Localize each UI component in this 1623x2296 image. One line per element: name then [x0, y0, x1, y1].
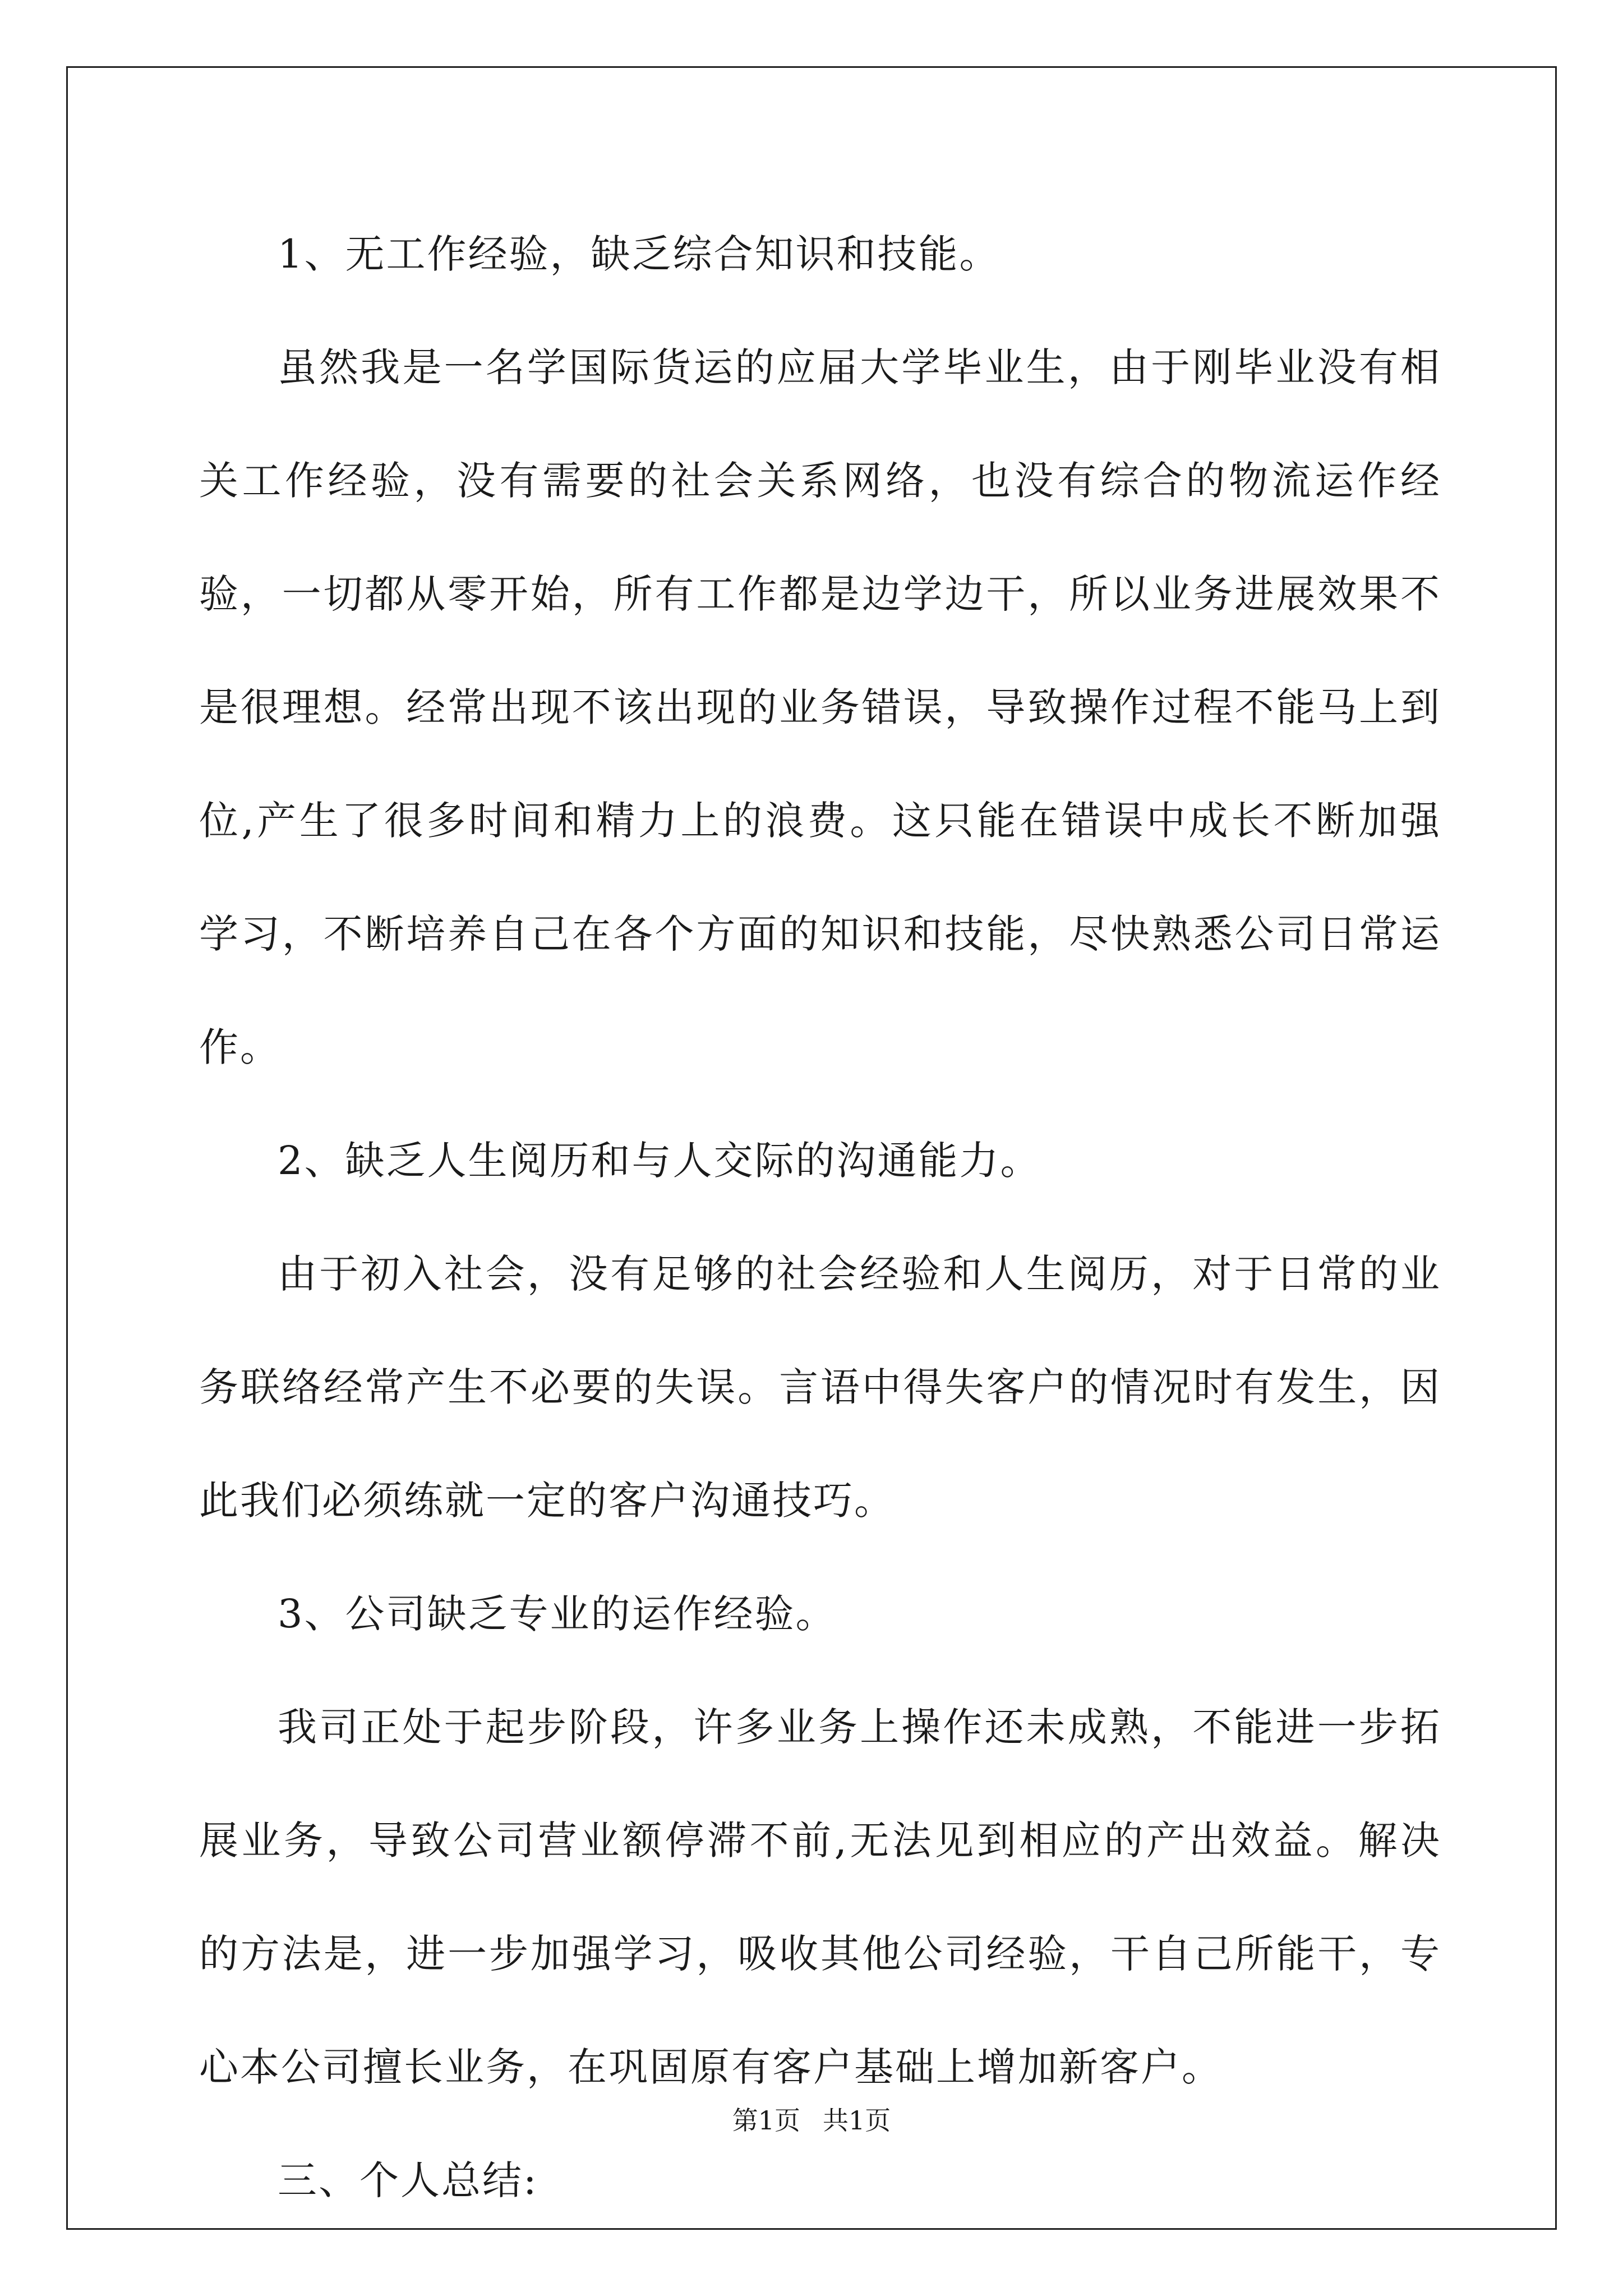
- section-heading-2: 2、缺乏人生阅历和与人交际的沟通能力。: [278, 1138, 1041, 1184]
- body-paragraph-2: 由于初入社会，没有足够的社会经验和人生阅历，对于日常的业务联络经常产生不必要的失误。言语中得失客户的情况时有发生，因此我们必须练就一定的客户沟通技巧。: [199, 1251, 1441, 1524]
- page-number-current: 第1页: [732, 2105, 800, 2136]
- page-footer: [0, 2104, 1623, 2137]
- section-heading-3: 3、公司缺乏专业的运作经验。: [278, 1591, 837, 1637]
- section-heading-1: 1、无工作经验，缺乏综合知识和技能。: [278, 231, 1000, 277]
- section-heading-summary: 三、个人总结:: [278, 2157, 538, 2203]
- body-paragraph-1: 虽然我是一名学国际货运的应届大学毕业生，由于刚毕业没有相关工作经验，没有需要的社会关系网络，也没有综合的物流运作经验，一切都从零开始，所有工作都是边学边干，所以业务进展效果不是很理想。经常出现不该出现的业务错误，导致操作过程不能马上到位,产生了很多时间和精力上的浪费。这只能在错误中成长不断加强学习，不断培养自己在各个方面的知识和技能，尽快熟悉公司日常运作。: [199, 344, 1441, 1070]
- page-number-total: 共1页: [823, 2105, 891, 2136]
- body-paragraph-3: 我司正处于起步阶段，许多业务上操作还未成熟，不能进一步拓展业务，导致公司营业额停滞不前,无法见到相应的产出效益。解决的方法是，进一步加强学习，吸收其他公司经验，干自己所能干，专心本公司擅长业务，在巩固原有客户基础上增加新客户。: [199, 1704, 1441, 2090]
- document-body: [199, 197, 1441, 2237]
